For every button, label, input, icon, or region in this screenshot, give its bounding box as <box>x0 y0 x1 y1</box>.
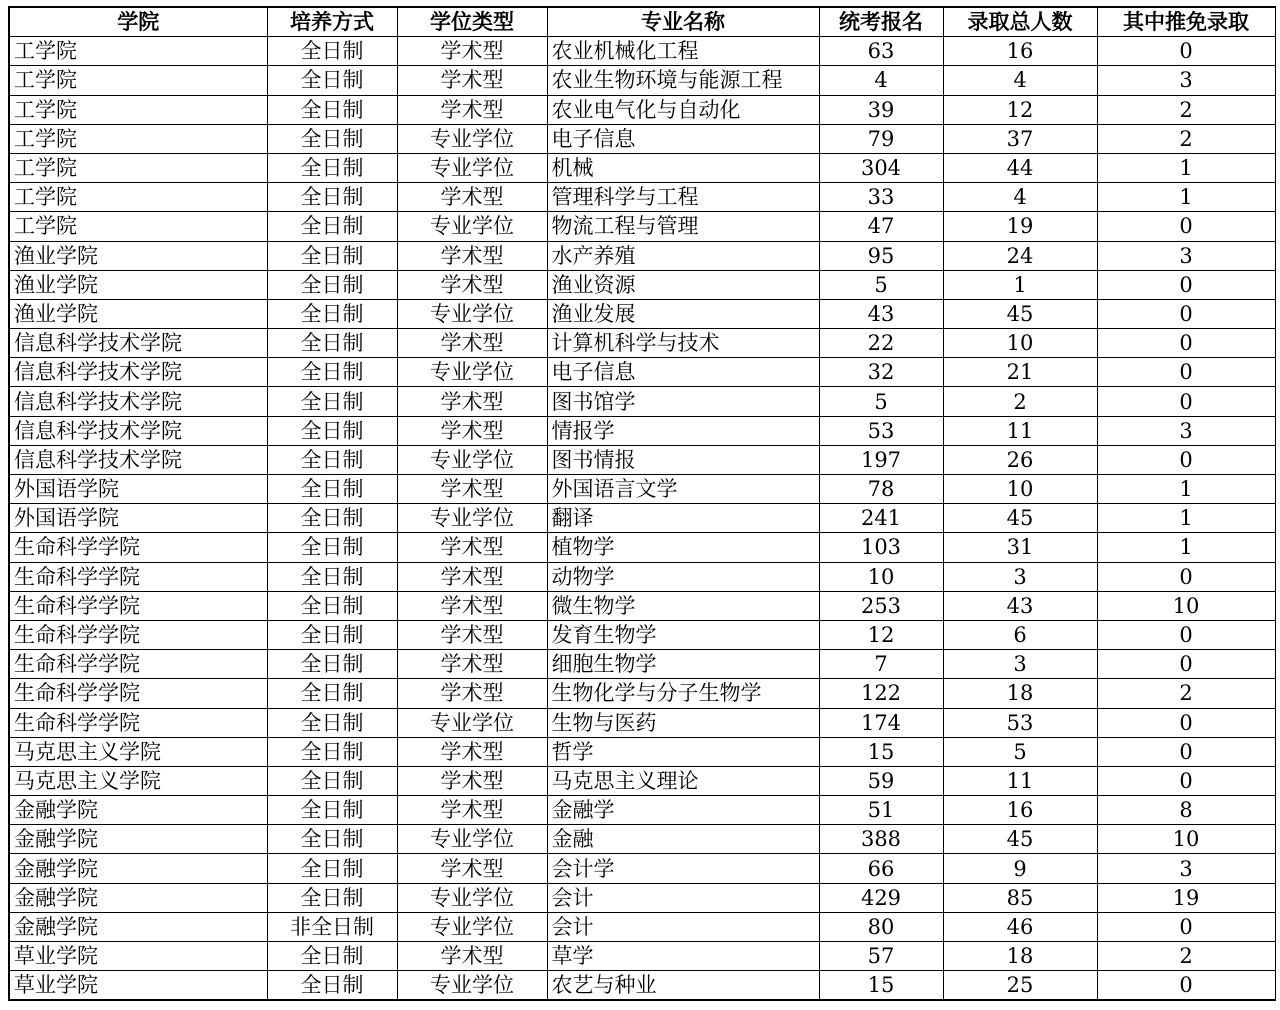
table-row <box>9 533 1275 562</box>
cell-study-mode: 全日制 <box>267 387 397 416</box>
cell-college: 渔业学院 <box>9 299 267 328</box>
cell-recommended-admitted: 0 <box>1097 737 1275 766</box>
header-recommended-admitted: 其中推免录取 <box>1097 7 1275 37</box>
cell-recommended-admitted: 0 <box>1097 329 1275 358</box>
cell-recommended-admitted: 8 <box>1097 796 1275 825</box>
cell-degree-type: 学术型 <box>397 533 547 562</box>
cell-total-admitted: 11 <box>943 416 1097 445</box>
cell-study-mode: 全日制 <box>267 37 397 66</box>
cell-degree-type: 专业学位 <box>397 124 547 153</box>
cell-degree-type: 学术型 <box>397 620 547 649</box>
cell-recommended-admitted: 0 <box>1097 299 1275 328</box>
cell-degree-type: 学术型 <box>397 329 547 358</box>
cell-degree-type: 专业学位 <box>397 445 547 474</box>
cell-total-admitted: 24 <box>943 241 1097 270</box>
cell-total-admitted: 43 <box>943 591 1097 620</box>
cell-study-mode: 全日制 <box>267 95 397 124</box>
header-total-admitted: 录取总人数 <box>943 7 1097 37</box>
cell-major-name: 生物化学与分子生物学 <box>547 679 819 708</box>
cell-degree-type: 学术型 <box>397 416 547 445</box>
cell-college: 金融学院 <box>9 912 267 941</box>
cell-degree-type: 学术型 <box>397 796 547 825</box>
table-row <box>9 796 1275 825</box>
table-row <box>9 95 1275 124</box>
cell-total-admitted: 9 <box>943 854 1097 883</box>
cell-study-mode: 全日制 <box>267 124 397 153</box>
cell-college: 信息科学技术学院 <box>9 445 267 474</box>
cell-total-admitted: 37 <box>943 124 1097 153</box>
cell-degree-type: 学术型 <box>397 475 547 504</box>
cell-total-admitted: 18 <box>943 679 1097 708</box>
cell-applicants: 253 <box>819 591 943 620</box>
cell-applicants: 10 <box>819 562 943 591</box>
cell-major-name: 农业生物环境与能源工程 <box>547 66 819 95</box>
cell-recommended-admitted: 2 <box>1097 942 1275 971</box>
cell-degree-type: 专业学位 <box>397 825 547 854</box>
cell-major-name: 水产养殖 <box>547 241 819 270</box>
cell-recommended-admitted: 2 <box>1097 124 1275 153</box>
cell-recommended-admitted: 0 <box>1097 37 1275 66</box>
cell-applicants: 43 <box>819 299 943 328</box>
cell-major-name: 管理科学与工程 <box>547 183 819 212</box>
cell-applicants: 388 <box>819 825 943 854</box>
table-row <box>9 153 1275 182</box>
cell-college: 外国语学院 <box>9 475 267 504</box>
table-row <box>9 942 1275 971</box>
cell-recommended-admitted: 0 <box>1097 971 1275 1001</box>
admissions-table <box>8 6 1276 1001</box>
cell-applicants: 95 <box>819 241 943 270</box>
cell-applicants: 32 <box>819 358 943 387</box>
cell-total-admitted: 4 <box>943 183 1097 212</box>
cell-total-admitted: 3 <box>943 562 1097 591</box>
cell-degree-type: 专业学位 <box>397 708 547 737</box>
cell-total-admitted: 6 <box>943 620 1097 649</box>
cell-major-name: 图书情报 <box>547 445 819 474</box>
cell-study-mode: 全日制 <box>267 854 397 883</box>
cell-applicants: 122 <box>819 679 943 708</box>
cell-study-mode: 全日制 <box>267 591 397 620</box>
table-row <box>9 737 1275 766</box>
cell-applicants: 5 <box>819 270 943 299</box>
cell-study-mode: 全日制 <box>267 504 397 533</box>
cell-major-name: 外国语言文学 <box>547 475 819 504</box>
cell-applicants: 7 <box>819 650 943 679</box>
cell-major-name: 农艺与种业 <box>547 971 819 1001</box>
cell-degree-type: 专业学位 <box>397 883 547 912</box>
cell-college: 金融学院 <box>9 796 267 825</box>
cell-major-name: 图书馆学 <box>547 387 819 416</box>
cell-college: 信息科学技术学院 <box>9 416 267 445</box>
cell-college: 生命科学学院 <box>9 708 267 737</box>
cell-degree-type: 学术型 <box>397 766 547 795</box>
cell-recommended-admitted: 0 <box>1097 212 1275 241</box>
cell-college: 外国语学院 <box>9 504 267 533</box>
cell-applicants: 47 <box>819 212 943 241</box>
table-row <box>9 66 1275 95</box>
cell-study-mode: 全日制 <box>267 212 397 241</box>
cell-college: 渔业学院 <box>9 241 267 270</box>
cell-recommended-admitted: 2 <box>1097 679 1275 708</box>
cell-college: 生命科学学院 <box>9 679 267 708</box>
cell-total-admitted: 25 <box>943 971 1097 1001</box>
table-row <box>9 883 1275 912</box>
cell-applicants: 241 <box>819 504 943 533</box>
cell-applicants: 53 <box>819 416 943 445</box>
table-row <box>9 650 1275 679</box>
cell-degree-type: 学术型 <box>397 183 547 212</box>
table-row <box>9 620 1275 649</box>
cell-study-mode: 全日制 <box>267 620 397 649</box>
cell-major-name: 机械 <box>547 153 819 182</box>
cell-major-name: 农业机械化工程 <box>547 37 819 66</box>
cell-college: 生命科学学院 <box>9 562 267 591</box>
cell-major-name: 电子信息 <box>547 358 819 387</box>
cell-major-name: 农业电气化与自动化 <box>547 95 819 124</box>
cell-major-name: 会计 <box>547 883 819 912</box>
cell-total-admitted: 45 <box>943 504 1097 533</box>
cell-study-mode: 非全日制 <box>267 912 397 941</box>
table-row <box>9 212 1275 241</box>
cell-major-name: 生物与医药 <box>547 708 819 737</box>
table-row <box>9 124 1275 153</box>
cell-degree-type: 专业学位 <box>397 358 547 387</box>
cell-study-mode: 全日制 <box>267 825 397 854</box>
cell-recommended-admitted: 0 <box>1097 912 1275 941</box>
cell-degree-type: 学术型 <box>397 650 547 679</box>
cell-total-admitted: 53 <box>943 708 1097 737</box>
cell-total-admitted: 5 <box>943 737 1097 766</box>
table-row <box>9 912 1275 941</box>
cell-major-name: 金融学 <box>547 796 819 825</box>
table-row <box>9 358 1275 387</box>
cell-major-name: 渔业发展 <box>547 299 819 328</box>
cell-major-name: 金融 <box>547 825 819 854</box>
cell-study-mode: 全日制 <box>267 737 397 766</box>
cell-recommended-admitted: 1 <box>1097 153 1275 182</box>
cell-college: 金融学院 <box>9 883 267 912</box>
cell-recommended-admitted: 3 <box>1097 854 1275 883</box>
cell-recommended-admitted: 1 <box>1097 183 1275 212</box>
cell-degree-type: 专业学位 <box>397 504 547 533</box>
cell-applicants: 22 <box>819 329 943 358</box>
table-row <box>9 445 1275 474</box>
cell-applicants: 15 <box>819 737 943 766</box>
cell-college: 生命科学学院 <box>9 650 267 679</box>
table-row <box>9 329 1275 358</box>
cell-applicants: 80 <box>819 912 943 941</box>
cell-degree-type: 学术型 <box>397 679 547 708</box>
header-row <box>9 7 1275 37</box>
cell-recommended-admitted: 0 <box>1097 562 1275 591</box>
cell-total-admitted: 31 <box>943 533 1097 562</box>
cell-degree-type: 学术型 <box>397 387 547 416</box>
cell-applicants: 66 <box>819 854 943 883</box>
table-row <box>9 679 1275 708</box>
cell-study-mode: 全日制 <box>267 650 397 679</box>
cell-total-admitted: 85 <box>943 883 1097 912</box>
table-row <box>9 475 1275 504</box>
table-row <box>9 299 1275 328</box>
cell-applicants: 33 <box>819 183 943 212</box>
cell-applicants: 39 <box>819 95 943 124</box>
cell-study-mode: 全日制 <box>267 475 397 504</box>
cell-degree-type: 学术型 <box>397 95 547 124</box>
cell-study-mode: 全日制 <box>267 183 397 212</box>
cell-recommended-admitted: 19 <box>1097 883 1275 912</box>
cell-college: 草业学院 <box>9 942 267 971</box>
cell-degree-type: 学术型 <box>397 37 547 66</box>
cell-total-admitted: 16 <box>943 796 1097 825</box>
cell-major-name: 动物学 <box>547 562 819 591</box>
cell-degree-type: 学术型 <box>397 591 547 620</box>
cell-college: 信息科学技术学院 <box>9 358 267 387</box>
table-row <box>9 241 1275 270</box>
cell-major-name: 计算机科学与技术 <box>547 329 819 358</box>
header-degree-type: 学位类型 <box>397 7 547 37</box>
cell-college: 生命科学学院 <box>9 620 267 649</box>
cell-degree-type: 专业学位 <box>397 912 547 941</box>
cell-recommended-admitted: 3 <box>1097 66 1275 95</box>
table-row <box>9 766 1275 795</box>
cell-college: 工学院 <box>9 183 267 212</box>
cell-total-admitted: 10 <box>943 329 1097 358</box>
cell-study-mode: 全日制 <box>267 241 397 270</box>
cell-recommended-admitted: 1 <box>1097 475 1275 504</box>
cell-applicants: 304 <box>819 153 943 182</box>
cell-applicants: 78 <box>819 475 943 504</box>
cell-degree-type: 专业学位 <box>397 971 547 1001</box>
cell-study-mode: 全日制 <box>267 679 397 708</box>
table-row <box>9 825 1275 854</box>
cell-total-admitted: 45 <box>943 825 1097 854</box>
cell-college: 工学院 <box>9 37 267 66</box>
cell-study-mode: 全日制 <box>267 562 397 591</box>
cell-applicants: 103 <box>819 533 943 562</box>
cell-applicants: 51 <box>819 796 943 825</box>
table-row <box>9 416 1275 445</box>
cell-degree-type: 学术型 <box>397 942 547 971</box>
cell-applicants: 197 <box>819 445 943 474</box>
cell-recommended-admitted: 10 <box>1097 591 1275 620</box>
cell-major-name: 细胞生物学 <box>547 650 819 679</box>
cell-total-admitted: 19 <box>943 212 1097 241</box>
cell-study-mode: 全日制 <box>267 66 397 95</box>
cell-major-name: 物流工程与管理 <box>547 212 819 241</box>
cell-major-name: 电子信息 <box>547 124 819 153</box>
cell-total-admitted: 46 <box>943 912 1097 941</box>
cell-total-admitted: 26 <box>943 445 1097 474</box>
cell-college: 工学院 <box>9 153 267 182</box>
table-row <box>9 270 1275 299</box>
cell-study-mode: 全日制 <box>267 766 397 795</box>
cell-degree-type: 学术型 <box>397 270 547 299</box>
cell-total-admitted: 21 <box>943 358 1097 387</box>
table-row <box>9 854 1275 883</box>
cell-college: 马克思主义学院 <box>9 766 267 795</box>
cell-degree-type: 学术型 <box>397 737 547 766</box>
cell-study-mode: 全日制 <box>267 883 397 912</box>
cell-recommended-admitted: 2 <box>1097 95 1275 124</box>
cell-total-admitted: 1 <box>943 270 1097 299</box>
cell-study-mode: 全日制 <box>267 533 397 562</box>
table-row <box>9 971 1275 1001</box>
header-applicants: 统考报名 <box>819 7 943 37</box>
cell-applicants: 59 <box>819 766 943 795</box>
cell-total-admitted: 10 <box>943 475 1097 504</box>
cell-major-name: 翻译 <box>547 504 819 533</box>
cell-major-name: 植物学 <box>547 533 819 562</box>
table-row <box>9 183 1275 212</box>
cell-recommended-admitted: 0 <box>1097 270 1275 299</box>
cell-study-mode: 全日制 <box>267 358 397 387</box>
cell-college: 马克思主义学院 <box>9 737 267 766</box>
cell-recommended-admitted: 0 <box>1097 650 1275 679</box>
cell-applicants: 4 <box>819 66 943 95</box>
table-row <box>9 37 1275 66</box>
cell-study-mode: 全日制 <box>267 329 397 358</box>
cell-college: 生命科学学院 <box>9 533 267 562</box>
cell-study-mode: 全日制 <box>267 971 397 1001</box>
header-college: 学院 <box>9 7 267 37</box>
cell-recommended-admitted: 0 <box>1097 766 1275 795</box>
header-major-name: 专业名称 <box>547 7 819 37</box>
cell-college: 工学院 <box>9 95 267 124</box>
cell-total-admitted: 12 <box>943 95 1097 124</box>
cell-study-mode: 全日制 <box>267 708 397 737</box>
cell-college: 工学院 <box>9 66 267 95</box>
cell-applicants: 79 <box>819 124 943 153</box>
cell-degree-type: 学术型 <box>397 562 547 591</box>
cell-total-admitted: 45 <box>943 299 1097 328</box>
cell-college: 工学院 <box>9 212 267 241</box>
cell-recommended-admitted: 3 <box>1097 241 1275 270</box>
cell-study-mode: 全日制 <box>267 942 397 971</box>
cell-major-name: 微生物学 <box>547 591 819 620</box>
cell-major-name: 会计 <box>547 912 819 941</box>
cell-recommended-admitted: 3 <box>1097 416 1275 445</box>
cell-recommended-admitted: 0 <box>1097 445 1275 474</box>
cell-major-name: 发育生物学 <box>547 620 819 649</box>
cell-degree-type: 学术型 <box>397 66 547 95</box>
table-row <box>9 387 1275 416</box>
cell-applicants: 15 <box>819 971 943 1001</box>
cell-degree-type: 专业学位 <box>397 153 547 182</box>
cell-total-admitted: 4 <box>943 66 1097 95</box>
cell-major-name: 渔业资源 <box>547 270 819 299</box>
cell-recommended-admitted: 1 <box>1097 504 1275 533</box>
cell-total-admitted: 44 <box>943 153 1097 182</box>
cell-total-admitted: 11 <box>943 766 1097 795</box>
cell-major-name: 马克思主义理论 <box>547 766 819 795</box>
cell-major-name: 哲学 <box>547 737 819 766</box>
cell-total-admitted: 2 <box>943 387 1097 416</box>
cell-study-mode: 全日制 <box>267 270 397 299</box>
cell-recommended-admitted: 0 <box>1097 708 1275 737</box>
cell-study-mode: 全日制 <box>267 445 397 474</box>
cell-total-admitted: 16 <box>943 37 1097 66</box>
table-row <box>9 504 1275 533</box>
cell-applicants: 429 <box>819 883 943 912</box>
cell-major-name: 会计学 <box>547 854 819 883</box>
cell-college: 草业学院 <box>9 971 267 1001</box>
cell-college: 信息科学技术学院 <box>9 329 267 358</box>
cell-applicants: 63 <box>819 37 943 66</box>
cell-college: 金融学院 <box>9 854 267 883</box>
table-row <box>9 591 1275 620</box>
cell-recommended-admitted: 10 <box>1097 825 1275 854</box>
cell-degree-type: 专业学位 <box>397 212 547 241</box>
cell-college: 信息科学技术学院 <box>9 387 267 416</box>
cell-recommended-admitted: 0 <box>1097 620 1275 649</box>
cell-applicants: 5 <box>819 387 943 416</box>
cell-study-mode: 全日制 <box>267 153 397 182</box>
cell-applicants: 57 <box>819 942 943 971</box>
cell-total-admitted: 18 <box>943 942 1097 971</box>
cell-study-mode: 全日制 <box>267 796 397 825</box>
cell-applicants: 174 <box>819 708 943 737</box>
cell-recommended-admitted: 0 <box>1097 387 1275 416</box>
cell-applicants: 12 <box>819 620 943 649</box>
cell-study-mode: 全日制 <box>267 299 397 328</box>
table-row <box>9 562 1275 591</box>
cell-recommended-admitted: 1 <box>1097 533 1275 562</box>
cell-total-admitted: 3 <box>943 650 1097 679</box>
header-study-mode: 培养方式 <box>267 7 397 37</box>
cell-college: 生命科学学院 <box>9 591 267 620</box>
cell-college: 金融学院 <box>9 825 267 854</box>
cell-college: 渔业学院 <box>9 270 267 299</box>
cell-degree-type: 专业学位 <box>397 299 547 328</box>
cell-degree-type: 学术型 <box>397 241 547 270</box>
cell-college: 工学院 <box>9 124 267 153</box>
cell-recommended-admitted: 0 <box>1097 358 1275 387</box>
cell-degree-type: 学术型 <box>397 854 547 883</box>
cell-major-name: 情报学 <box>547 416 819 445</box>
cell-study-mode: 全日制 <box>267 416 397 445</box>
cell-major-name: 草学 <box>547 942 819 971</box>
table-row <box>9 708 1275 737</box>
